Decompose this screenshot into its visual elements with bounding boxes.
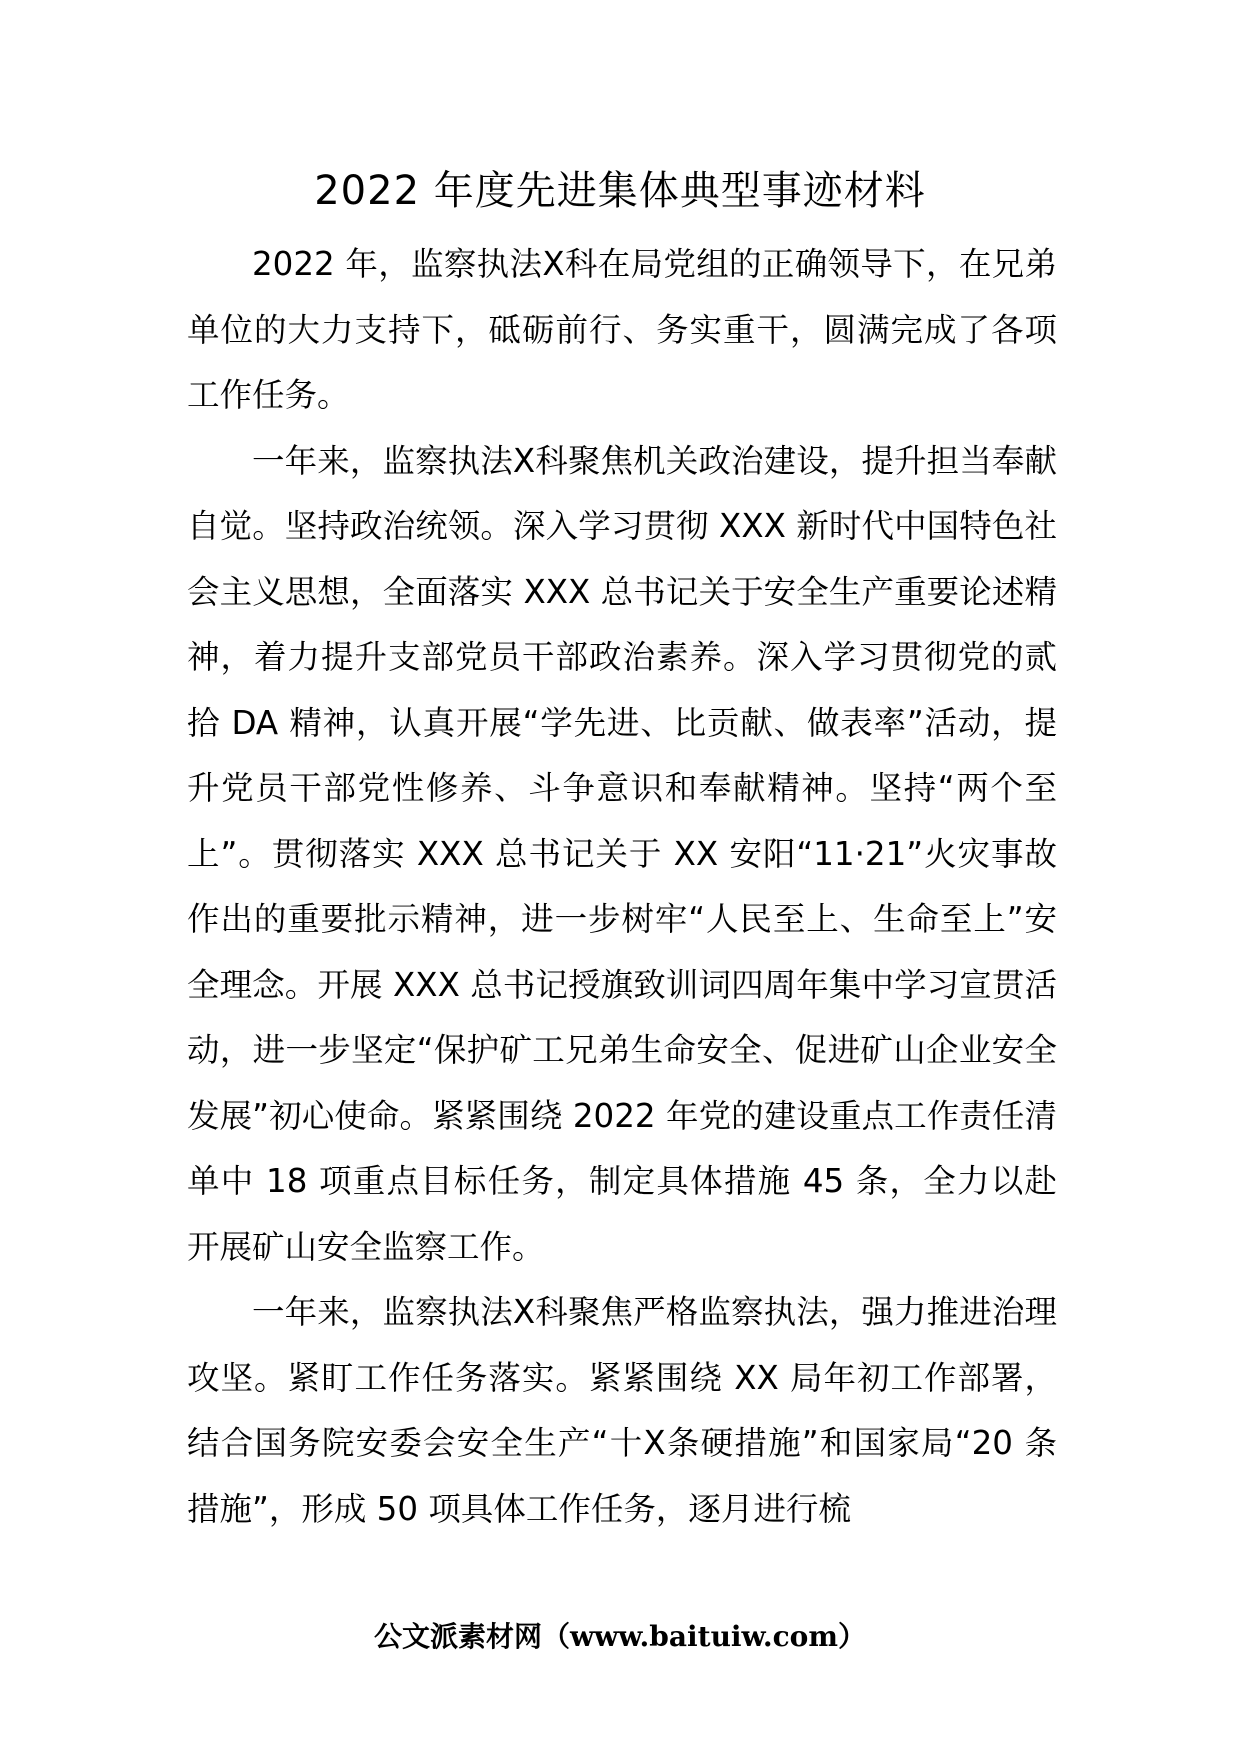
paragraph-supervision-enforcement: 一年来，监察执法Ⅹ科聚焦严格监察执法，强力推进治理攻坚。紧盯工作任务落实。紧紧围绕 XX 局年初工作部署，结合国务院安委会安全生产“十Ⅹ条硬措施”和国家局“20 条措施”，形成 50 项具体工作任务，逐月进行梳: [187, 1293, 1057, 1528]
document-title: 2022 年度先进集体典型事迹材料: [314, 168, 926, 214]
footer-watermark: 公文派素材网（www.baituiw.com）: [374, 1620, 866, 1653]
paragraph-intro: 2022 年，监察执法Ⅹ科在局党组的正确领导下，在兄弟单位的大力支持下，砥砺前行、务实重干，圆满完成了各项工作任务。: [187, 245, 1057, 414]
document-body: [187, 232, 1057, 1542]
paragraph-political-building: 一年来，监察执法Ⅹ科聚焦机关政治建设，提升担当奉献自觉。坚持政治统领。深入学习贯彻 XXX 新时代中国特色社会主义思想，全面落实 XXX 总书记关于安全生产重要论述精神，着力提升支部党员干部政治素养。深入学习贯彻党的贰拾 DA 精神，认真开展“学先进、比贡献、做表率”活动，提升党员干部党性修养、斗争意识和奉献精神。坚持“两个至上”。贯彻落实 XXX 总书记关于 XX 安阳“11·21”火灾事故作出的重要批示精神，进一步树牢“人民至上、生命至上”安全理念。开展 XXX 总书记授旗致训词四周年集中学习宣贯活动，进一步坚定“保护矿工兄弟生命安全、促进矿山企业安全发展”初心使命。紧紧围绕 2022 年党的建设重点工作责任清单中 18 项重点目标任务，制定具体措施 45 条，全力以赴开展矿山安全监察工作。: [187, 441, 1057, 1266]
